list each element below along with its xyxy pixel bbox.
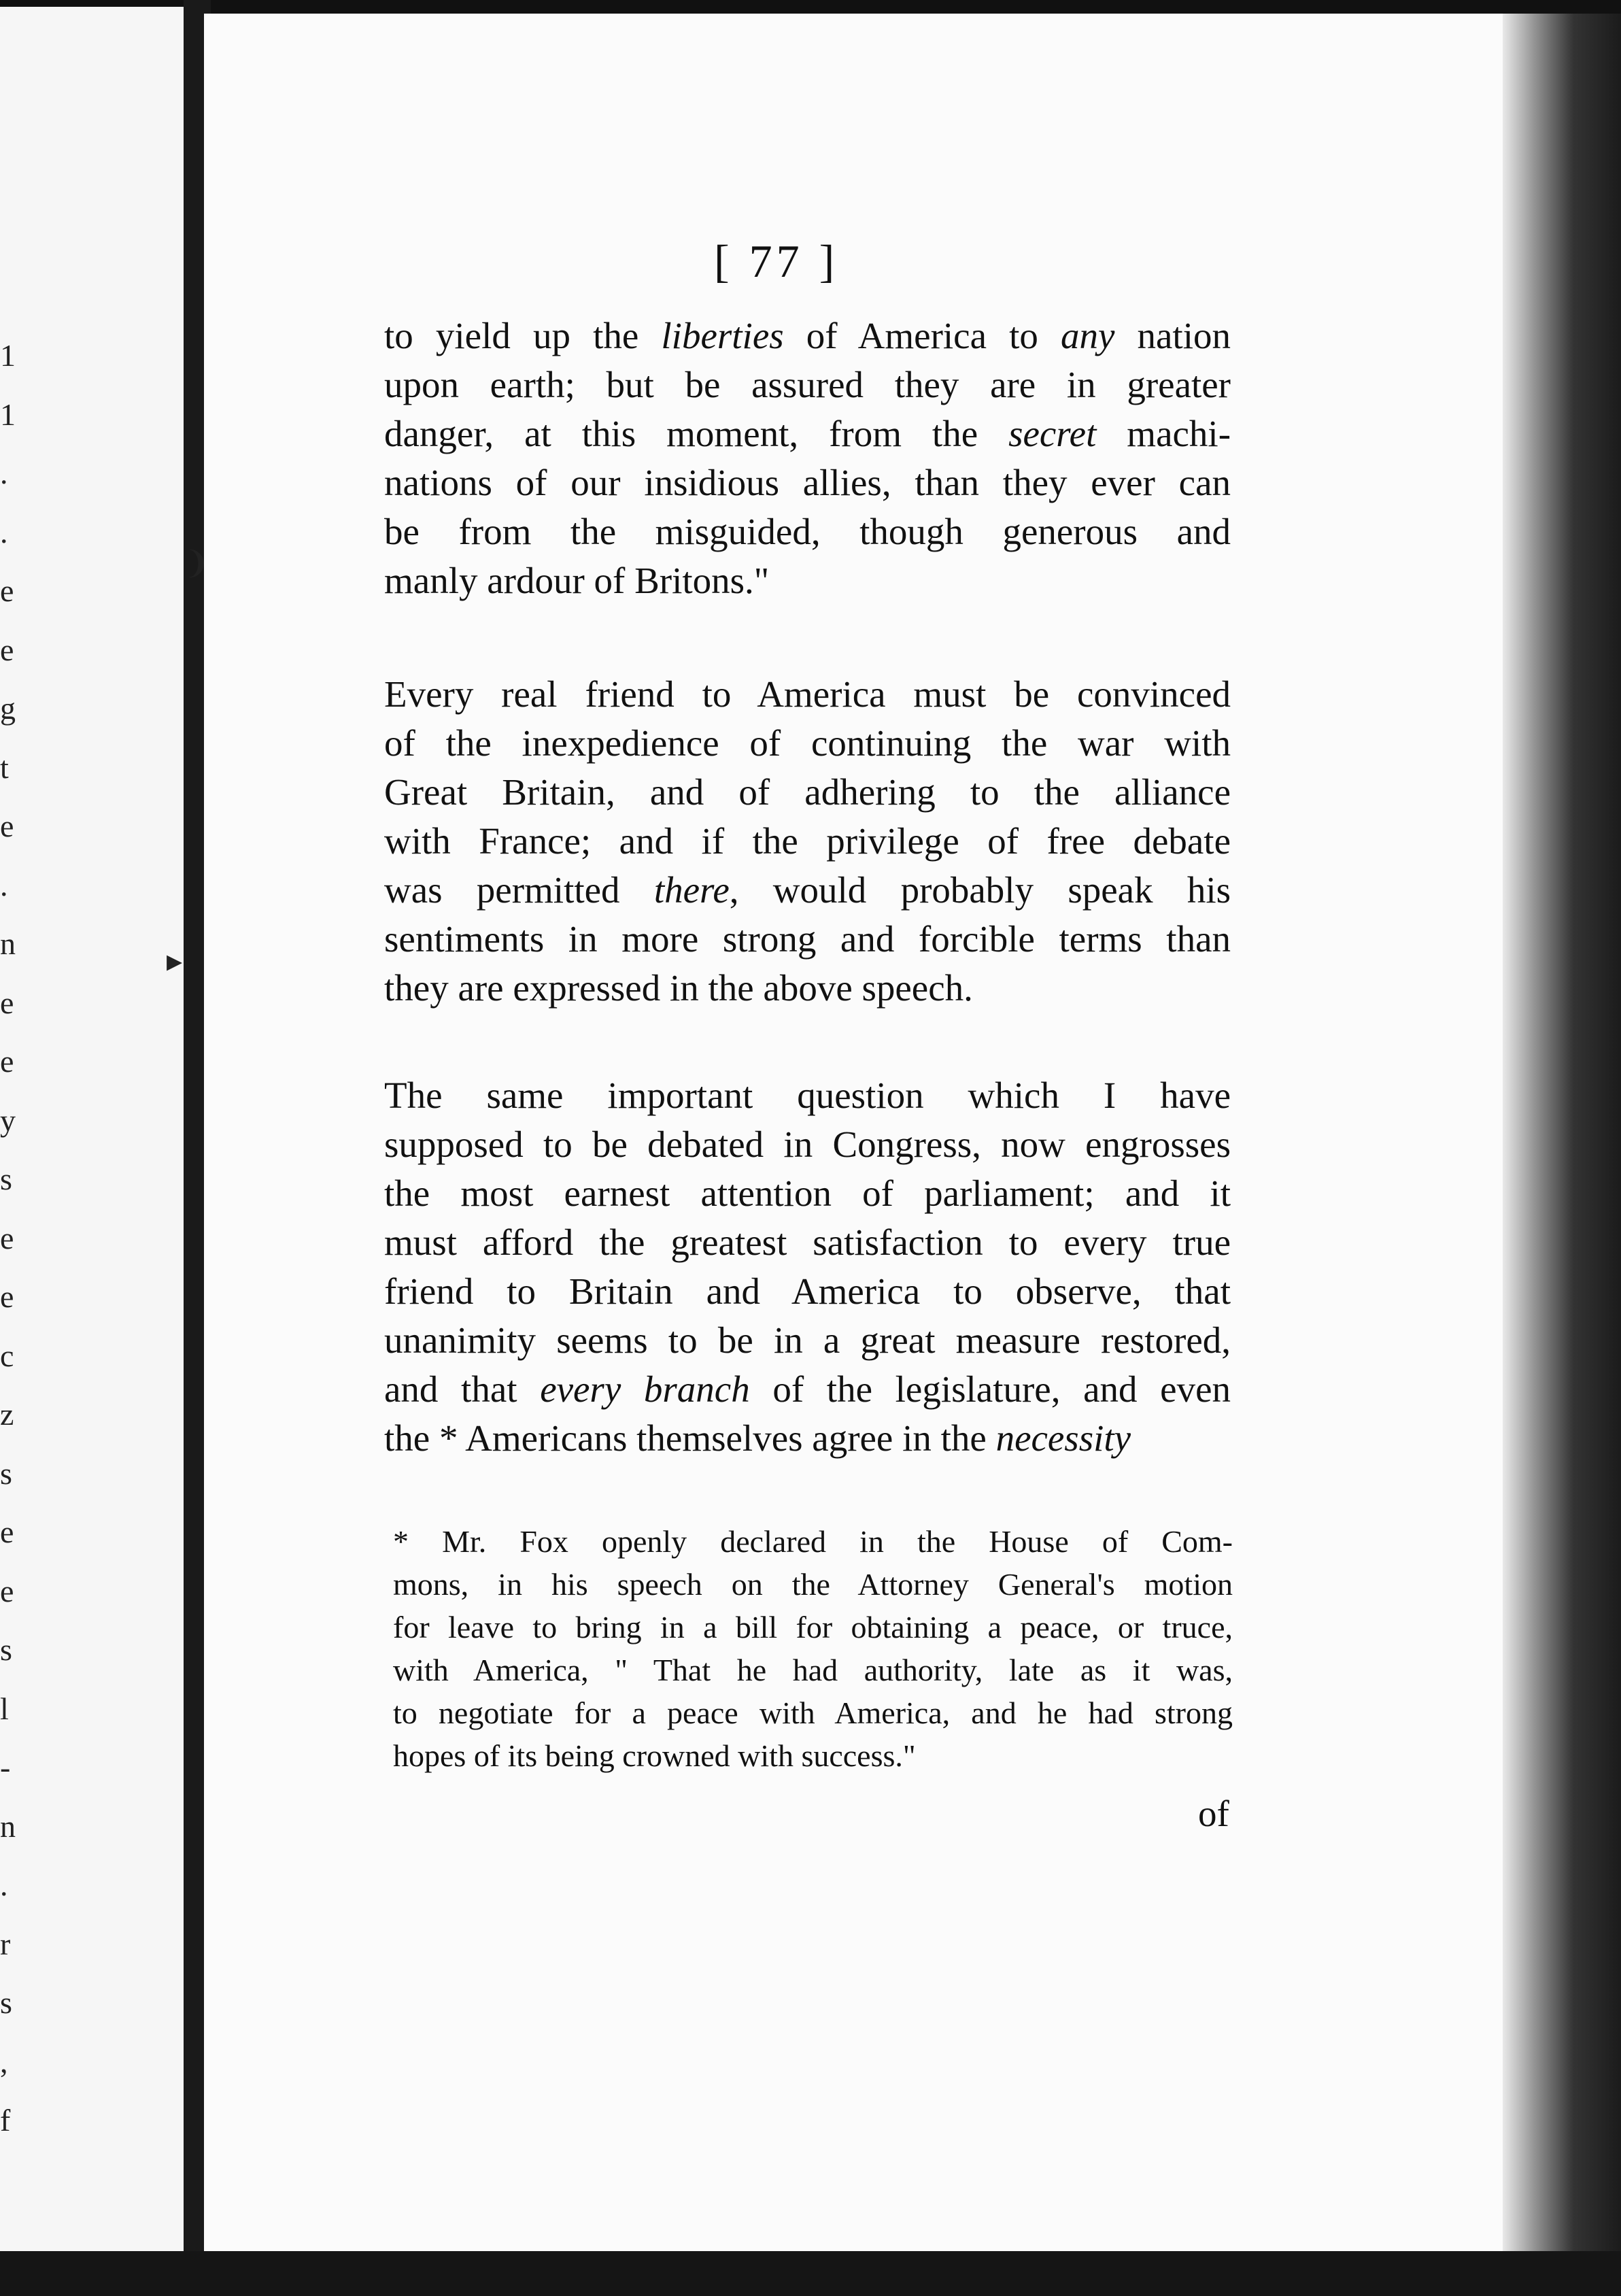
- text-line: [384, 1218, 1231, 1267]
- text-run: of the legislature, and even: [749, 1368, 1231, 1410]
- text-line: [384, 719, 1231, 768]
- text-run: was permitted: [384, 869, 654, 911]
- paragraph-3: [384, 1071, 1231, 1463]
- text-line: [393, 1606, 1233, 1649]
- page-number: [ 77 ]: [714, 235, 839, 287]
- facing-page-fragment: e: [0, 1279, 14, 1314]
- text-run: to negotiate for a peace with America, and he had strong: [393, 1695, 1233, 1730]
- text-line: [393, 1734, 1233, 1777]
- text-line: [384, 1365, 1231, 1414]
- text-line: [384, 670, 1231, 719]
- text-line: [384, 866, 1231, 915]
- text-run: of America to: [783, 315, 1061, 356]
- text-line: [384, 1169, 1231, 1218]
- facing-page-fragment: e: [0, 1044, 14, 1079]
- text-line: [384, 507, 1231, 556]
- text-line: [384, 964, 1231, 1013]
- text-line: [384, 1267, 1231, 1316]
- text-line: [393, 1691, 1233, 1734]
- text-run: Every real friend to America must be convinced: [384, 673, 1231, 715]
- text-run: , would probably speak his: [729, 869, 1231, 911]
- text-line: [393, 1563, 1233, 1606]
- italic-text-run: there: [653, 869, 730, 911]
- text-line: [384, 1120, 1231, 1169]
- text-line: [384, 458, 1231, 507]
- facing-page-fragment: e: [0, 985, 14, 1020]
- text-line: [384, 360, 1231, 409]
- text-run: with France; and if the privilege of free debate: [384, 820, 1231, 862]
- facing-page-fragment: e: [0, 632, 14, 667]
- page-right-edge: [1503, 14, 1621, 2272]
- text-run: with America, " That he had authority, late as it was,: [393, 1653, 1233, 1687]
- text-run: sentiments in more strong and forcible terms than: [384, 918, 1231, 960]
- text-run: must afford the greatest satisfaction to every true: [384, 1221, 1231, 1263]
- facing-page-fragment: ,: [0, 2044, 8, 2079]
- footnote: [393, 1520, 1233, 1777]
- text-line: [384, 1414, 1231, 1463]
- facing-page-fragment: e: [0, 573, 14, 608]
- facing-page-fragment: .: [0, 867, 8, 902]
- facing-page-fragment: .: [0, 514, 8, 550]
- facing-page-fragment: 1: [0, 396, 16, 432]
- text-line: [384, 817, 1231, 866]
- text-line: [384, 409, 1231, 458]
- stray-mark: ❩: [184, 545, 210, 580]
- text-line: [384, 915, 1231, 964]
- text-line: [384, 556, 1231, 605]
- text-run: * Mr. Fox openly declared in the House of Com-: [393, 1524, 1233, 1559]
- text-run: danger, at this moment, from the: [384, 413, 1009, 454]
- text-run: the most earnest attention of parliament; and it: [384, 1172, 1231, 1214]
- facing-page-fragment: .: [0, 456, 8, 490]
- facing-page-edge: [0, 7, 184, 2285]
- facing-page-fragment: t: [0, 749, 9, 785]
- italic-text-run: necessity: [995, 1417, 1131, 1459]
- facing-page-fragment: e: [0, 1515, 14, 1549]
- facing-page-fragment: n: [0, 1808, 16, 1844]
- text-run: manly ardour of Britons.": [384, 560, 770, 601]
- text-line: [384, 311, 1231, 360]
- catchword: of: [1198, 1793, 1229, 1834]
- paragraph-2: [384, 670, 1231, 1013]
- stray-mark: ▸: [167, 943, 183, 978]
- facing-page-fragment: f: [0, 2103, 11, 2138]
- facing-page-fragment: g: [0, 691, 16, 726]
- facing-page-fragment: c: [0, 1338, 14, 1373]
- text-run: The same important question which I have: [384, 1075, 1231, 1116]
- text-run: nation: [1114, 315, 1231, 356]
- facing-page-fragment: e: [0, 1573, 14, 1608]
- italic-text-run: secret: [1008, 413, 1097, 454]
- facing-page-fragment: e: [0, 809, 14, 843]
- text-line: [393, 1520, 1233, 1563]
- text-run: supposed to be debated in Congress, now engrosses: [384, 1124, 1231, 1165]
- text-line: [393, 1649, 1233, 1691]
- facing-page-fragment: s: [0, 1455, 12, 1491]
- italic-text-run: any: [1060, 315, 1115, 356]
- text-run: upon earth; but be assured they are in greater: [384, 364, 1231, 405]
- text-run: unanimity seems to be in a great measure restored,: [384, 1319, 1231, 1361]
- paragraph-1: [384, 311, 1231, 605]
- facing-page-fragment: r: [0, 1926, 11, 1961]
- text-run: be from the misguided, though generous and: [384, 511, 1231, 552]
- facing-page-fragment: -: [0, 1750, 11, 1785]
- text-run: hopes of its being crowned with success.": [393, 1738, 916, 1773]
- facing-page-fragment: 1: [0, 338, 16, 373]
- page-bottom-edge: [0, 2251, 1621, 2296]
- facing-page-fragment: e: [0, 1220, 14, 1255]
- facing-page-fragment: s: [0, 1162, 12, 1196]
- text-run: machi-: [1096, 413, 1231, 454]
- facing-page-fragment: l: [0, 1691, 9, 1726]
- italic-text-run: every branch: [540, 1368, 750, 1410]
- facing-page-text-fragments: [0, 326, 20, 2150]
- text-run: of the inexpedience of continuing the war with: [384, 722, 1231, 764]
- text-run: for leave to bring in a bill for obtaining a peace, or truce,: [393, 1610, 1233, 1644]
- text-run: the * Americans themselves agree in the: [384, 1417, 996, 1459]
- text-run: nations of our insidious allies, than they ever can: [384, 462, 1231, 503]
- facing-page-fragment: n: [0, 926, 16, 961]
- facing-page-fragment: z: [0, 1397, 14, 1432]
- facing-page-fragment: y: [0, 1102, 16, 1138]
- text-line: [384, 768, 1231, 817]
- text-run: to yield up the: [384, 315, 662, 356]
- facing-page-fragment: s: [0, 1632, 12, 1667]
- text-run: they are expressed in the above speech.: [384, 967, 973, 1009]
- text-line: [384, 1071, 1231, 1120]
- text-run: mons, in his speech on the Attorney General's motion: [393, 1567, 1233, 1602]
- facing-page-fragment: s: [0, 1985, 12, 2020]
- text-run: and that: [384, 1368, 541, 1410]
- text-run: friend to Britain and America to observe, that: [384, 1270, 1231, 1312]
- text-run: Great Britain, and of adhering to the alliance: [384, 771, 1231, 813]
- italic-text-run: liberties: [661, 315, 784, 356]
- facing-page-fragment: .: [0, 1868, 8, 1902]
- text-line: [384, 1316, 1231, 1365]
